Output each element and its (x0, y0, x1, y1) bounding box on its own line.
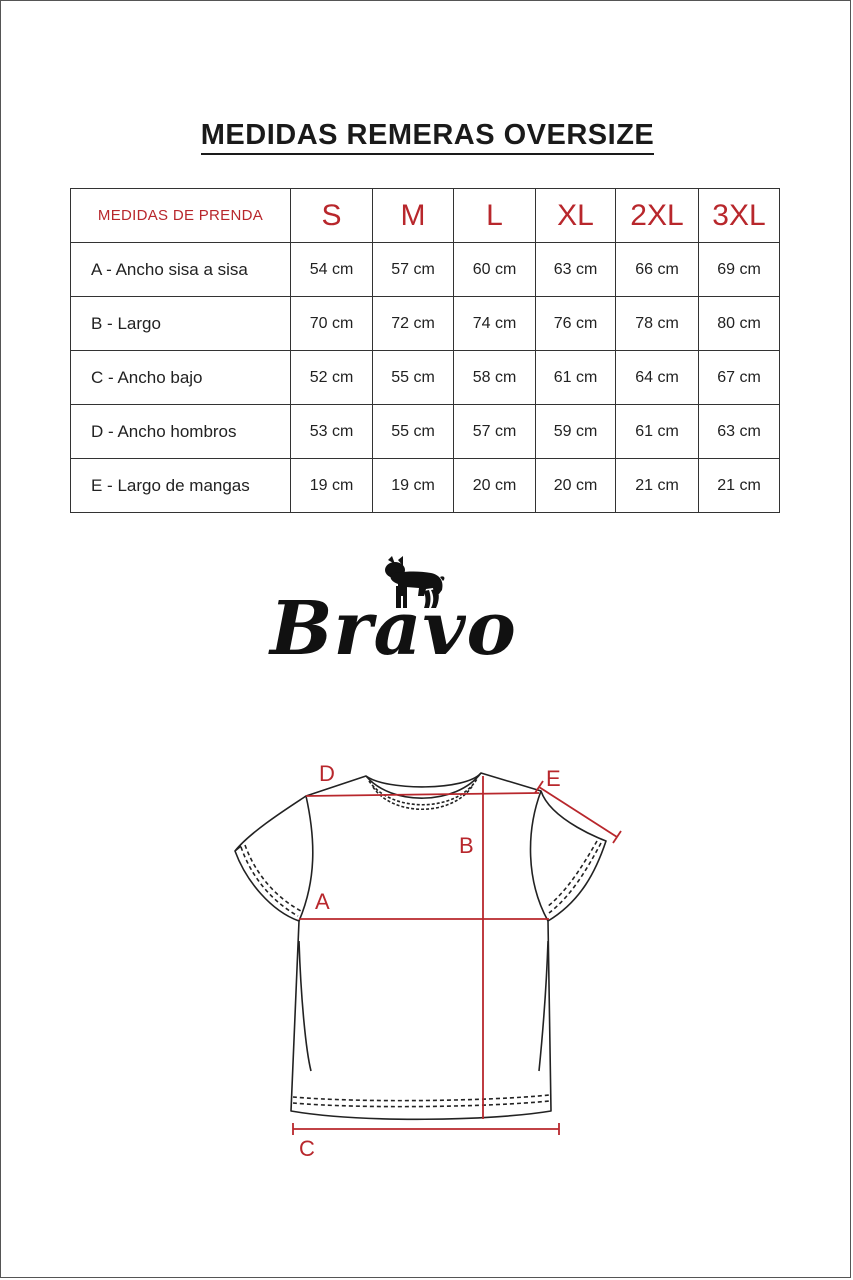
table-cell: 78 cm (616, 297, 699, 351)
table-row (71, 459, 780, 513)
table-cell: 55 cm (373, 405, 454, 459)
diagram-label-e: E (546, 766, 561, 791)
table-cell: 72 cm (373, 297, 454, 351)
table-cell: 21 cm (616, 459, 699, 513)
page-title (1, 119, 853, 152)
table-cell: 64 cm (616, 351, 699, 405)
table-cell: 63 cm (699, 405, 780, 459)
table-cell: 57 cm (454, 405, 536, 459)
diagram-label-a: A (315, 889, 330, 914)
table-cell: 60 cm (454, 243, 536, 297)
size-header-3xl: 3XL (699, 189, 780, 243)
table-cell: 53 cm (291, 405, 373, 459)
table-cell: 57 cm (373, 243, 454, 297)
table-cell: 74 cm (454, 297, 536, 351)
table-row (71, 405, 780, 459)
tshirt-outline (235, 773, 606, 1119)
table-cell: 61 cm (616, 405, 699, 459)
table-cell: 66 cm (616, 243, 699, 297)
table-cell: 58 cm (454, 351, 536, 405)
table-cell: 19 cm (373, 459, 454, 513)
diagram-label-c: C (299, 1136, 315, 1161)
measure-line-e (539, 787, 617, 837)
size-header-m: M (373, 189, 454, 243)
table-cell: 21 cm (699, 459, 780, 513)
size-header-l: L (454, 189, 536, 243)
table-cell: 67 cm (699, 351, 780, 405)
table-header-label: MEDIDAS DE PRENDA (71, 189, 291, 243)
row-label: E - Largo de mangas (71, 459, 291, 513)
page-title-text: MEDIDAS REMERAS OVERSIZE (201, 119, 655, 155)
table-row (71, 243, 780, 297)
table-cell: 59 cm (536, 405, 616, 459)
size-header-s: S (291, 189, 373, 243)
table-cell: 20 cm (536, 459, 616, 513)
logo-text: Bravo (270, 586, 517, 672)
table-cell: 55 cm (373, 351, 454, 405)
tshirt-diagram (221, 751, 641, 1171)
table-cell: 69 cm (699, 243, 780, 297)
table-cell: 61 cm (536, 351, 616, 405)
size-table (70, 188, 780, 513)
diagram-label-b: B (459, 833, 474, 858)
table-cell: 54 cm (291, 243, 373, 297)
diagram-label-d: D (319, 761, 335, 786)
tshirt-svg (221, 751, 641, 1171)
table-cell: 63 cm (536, 243, 616, 297)
table-cell: 19 cm (291, 459, 373, 513)
table-cell: 52 cm (291, 351, 373, 405)
brand-logo (266, 556, 551, 686)
row-label: C - Ancho bajo (71, 351, 291, 405)
table-cell: 20 cm (454, 459, 536, 513)
table-row (71, 297, 780, 351)
size-header-xl: XL (536, 189, 616, 243)
table-cell: 76 cm (536, 297, 616, 351)
row-label: A - Ancho sisa a sisa (71, 243, 291, 297)
size-header-2xl: 2XL (616, 189, 699, 243)
row-label: D - Ancho hombros (71, 405, 291, 459)
measure-line-d (306, 793, 539, 796)
row-label: B - Largo (71, 297, 291, 351)
table-row (71, 351, 780, 405)
table-header-row (71, 189, 780, 243)
table-cell: 80 cm (699, 297, 780, 351)
table-cell: 70 cm (291, 297, 373, 351)
